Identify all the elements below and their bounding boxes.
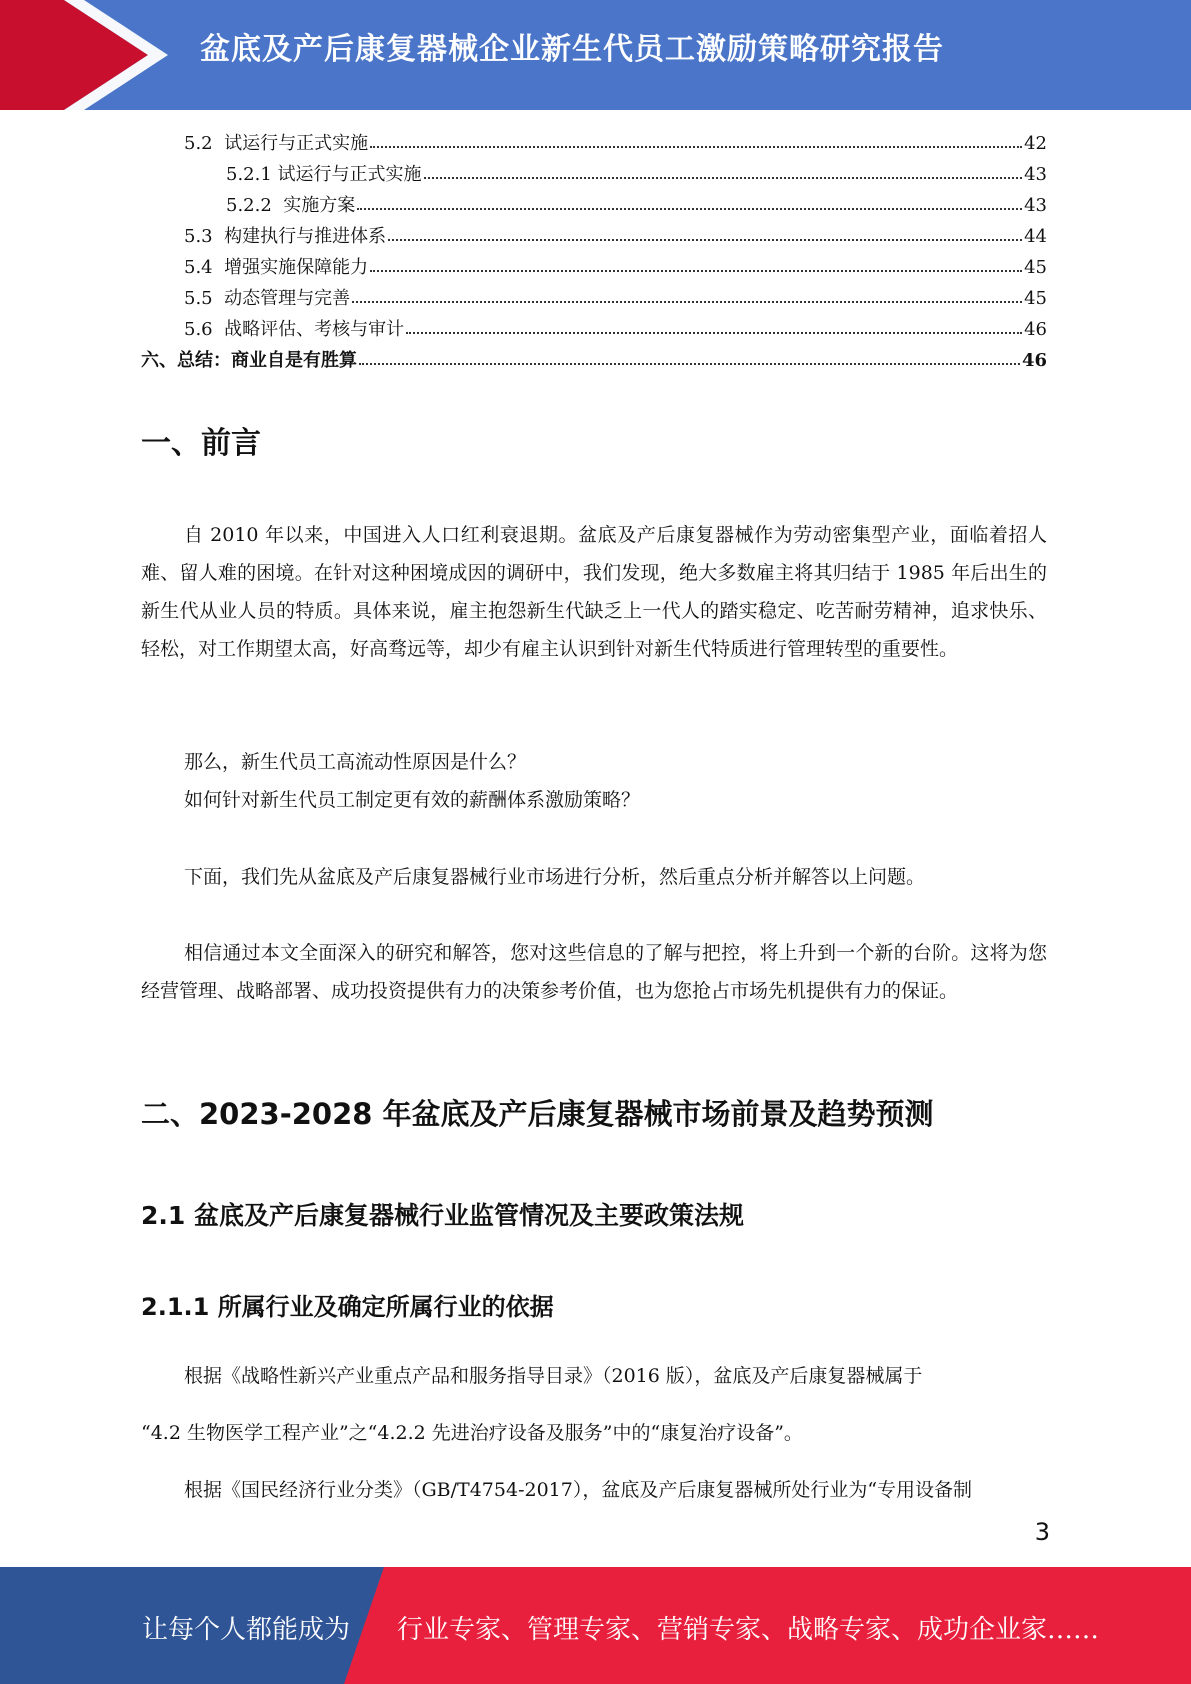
page-header [0,0,1191,110]
toc-entry-page: 45 [1024,257,1047,278]
toc-entry[interactable] [141,128,1047,159]
toc-entry[interactable] [141,221,1047,252]
table-of-contents [141,128,1047,376]
paragraph-approach: 下面，我们先从盆底及产后康复器械行业市场进行分析，然后重点分析并解答以上问题。 [184,866,926,888]
paragraph-question-1: 那么，新生代员工高流动性原因是什么？ [184,751,527,773]
toc-leader-dots [352,283,1022,303]
heading-market-forecast: 二、2023-2028 年盆底及产后康复器械市场前景及趋势预测 [141,1097,934,1131]
heading-preface: 一、前言 [141,426,261,461]
toc-entry-number: 5.6 [184,319,225,340]
page-footer [0,1567,1191,1684]
toc-entry-page: 45 [1024,288,1047,309]
toc-leader-dots [370,252,1022,272]
toc-entry[interactable] [141,252,1047,283]
toc-entry[interactable] [141,159,1047,190]
toc-entry-title: 实施方案 [283,195,356,216]
toc-entry-page: 42 [1024,133,1047,154]
toc-entry-title: 试运行与正式实施 [277,164,422,185]
toc-entry-page: 43 [1024,164,1047,185]
heading-section-2-1-1: 2.1.1 所属行业及确定所属行业的依据 [141,1293,554,1321]
toc-entry-title: 增强实施保障能力 [224,257,369,278]
toc-entry[interactable] [141,190,1047,221]
toc-leader-dots [370,128,1022,148]
paragraph-intro: 自 2010 年以来，中国进入人口红利衰退期。盆底及产后康复器械作为劳动密集型产业，面临着招人难、留人难的困境。在针对这种困境成因的调研中，我们发现，绝大多数雇主将其归结于 1985 年后出生的新生代从业人员的特质。具体来说，雇主抱怨新生代缺乏上一代人的踏实稳定、吃苦耐劳精神，追求快乐、轻松，对工作期望太高，好高骛远等，却少有雇主认识到针对新生代特质进行管理转型的重要性。 [141,524,1047,660]
toc-entry-page: 46 [1024,319,1047,340]
toc-entry-number: 5.5 [184,288,225,309]
paragraph-value: 相信通过本文全面深入的研究和解答，您对这些信息的了解与把控，将上升到一个新的台阶。这将为您经营管理、战略部署、成功投资提供有力的决策参考价值，也为您抢占市场先机提供有力的保证。 [141,942,1047,1002]
toc-entry-title: 试运行与正式实施 [224,133,369,154]
toc-leader-dots [359,345,1020,365]
toc-entry[interactable] [141,283,1047,314]
toc-entry-number: 5.3 [184,226,225,247]
footer-slogan-right: 行业专家、管理专家、营销专家、战略专家、成功企业家…… [397,1615,1100,1645]
report-title: 盆底及产后康复器械企业新生代员工激励策略研究报告 [200,32,944,67]
toc-entry-number: 5.2.1 [226,164,278,185]
toc-entry[interactable] [141,314,1047,345]
toc-leader-dots [388,221,1022,241]
paragraph-classification-2: “4.2 生物医学工程产业”之“4.2.2 先进治疗设备及服务”中的“康复治疗设备”。 [141,1422,803,1444]
toc-entry-number: 5.2.2 [226,195,284,216]
footer-slogan-left: 让每个人都能成为 [142,1615,351,1645]
toc-entry-page: 44 [1024,226,1047,247]
toc-entry-title: 动态管理与完善 [224,288,351,309]
toc-leader-dots [406,314,1022,334]
toc-entry-number: 5.4 [184,257,225,278]
paragraph-classification-3: 根据《国民经济行业分类》（GB/T4754-2017），盆底及产后康复器械所处行业为“专用设备制 [184,1479,973,1501]
toc-entry-title: 构建执行与推进体系 [224,226,387,247]
toc-leader-dots [424,159,1023,179]
paragraph-classification-1: 根据《战略性新兴产业重点产品和服务指导目录》（2016 版），盆底及产后康复器械属于 [184,1365,923,1387]
toc-leader-dots [357,190,1022,210]
toc-entry-number: 5.2 [184,133,225,154]
toc-entry-page: 46 [1021,350,1047,371]
toc-entry-title: 六、总结：商业自是有胜算 [141,350,357,371]
heading-section-2-1: 2.1 盆底及产后康复器械行业监管情况及主要政策法规 [141,1201,744,1230]
toc-entry-title: 战略评估、考核与审计 [224,319,405,340]
toc-entry-page: 43 [1024,195,1047,216]
page-number: 3 [1034,1518,1050,1546]
toc-entry[interactable] [141,345,1047,376]
paragraph-question-2: 如何针对新生代员工制定更有效的薪酬体系激励策略？ [184,789,641,811]
